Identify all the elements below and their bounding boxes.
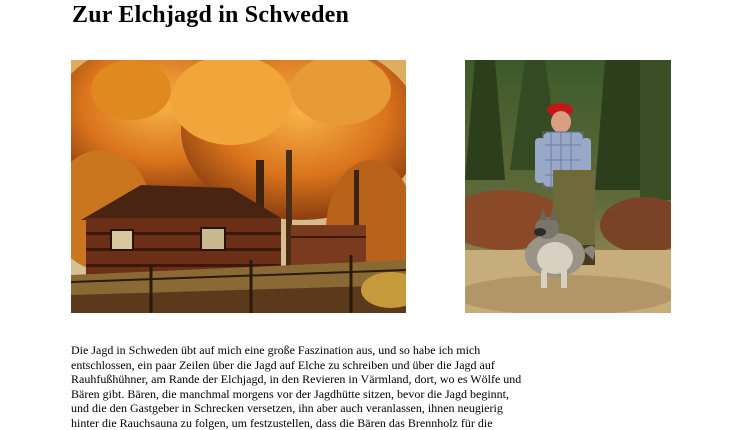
hunter-dog-photo <box>465 60 671 313</box>
page-title: Zur Elchjagd in Schweden <box>72 2 350 28</box>
paragraph-line: entschlossen, ein paar Zeilen über die Jagd auf Elche zu schreiben und über die Jagd auf <box>71 357 495 372</box>
paragraph-line: und die den Gastgeber in Schrecken versetzen, ihn aber auch veranlassen, ihnen neugierig <box>71 401 503 415</box>
cabin-autumn-photo <box>71 60 406 313</box>
paragraph-line: Rauhfußhühner, am Rande der Elchjagd, in den Revieren in Värmland, dort, wo es Wölfe und <box>71 372 522 386</box>
paragraph-line: hinter die Rauchsauna zu folgen, um festzustellen, dass die Bären das Brennholz für die <box>71 415 493 430</box>
paragraph-line: Bären gibt. Bären, die manchmal morgens vor der Jagdhütte sitzen, bevor die Jagd beginnt, <box>71 386 509 401</box>
article-paragraph <box>71 343 677 430</box>
paragraph-line: Die Jagd in Schweden übt auf mich eine große Faszination aus, und so habe ich mich <box>71 343 481 357</box>
